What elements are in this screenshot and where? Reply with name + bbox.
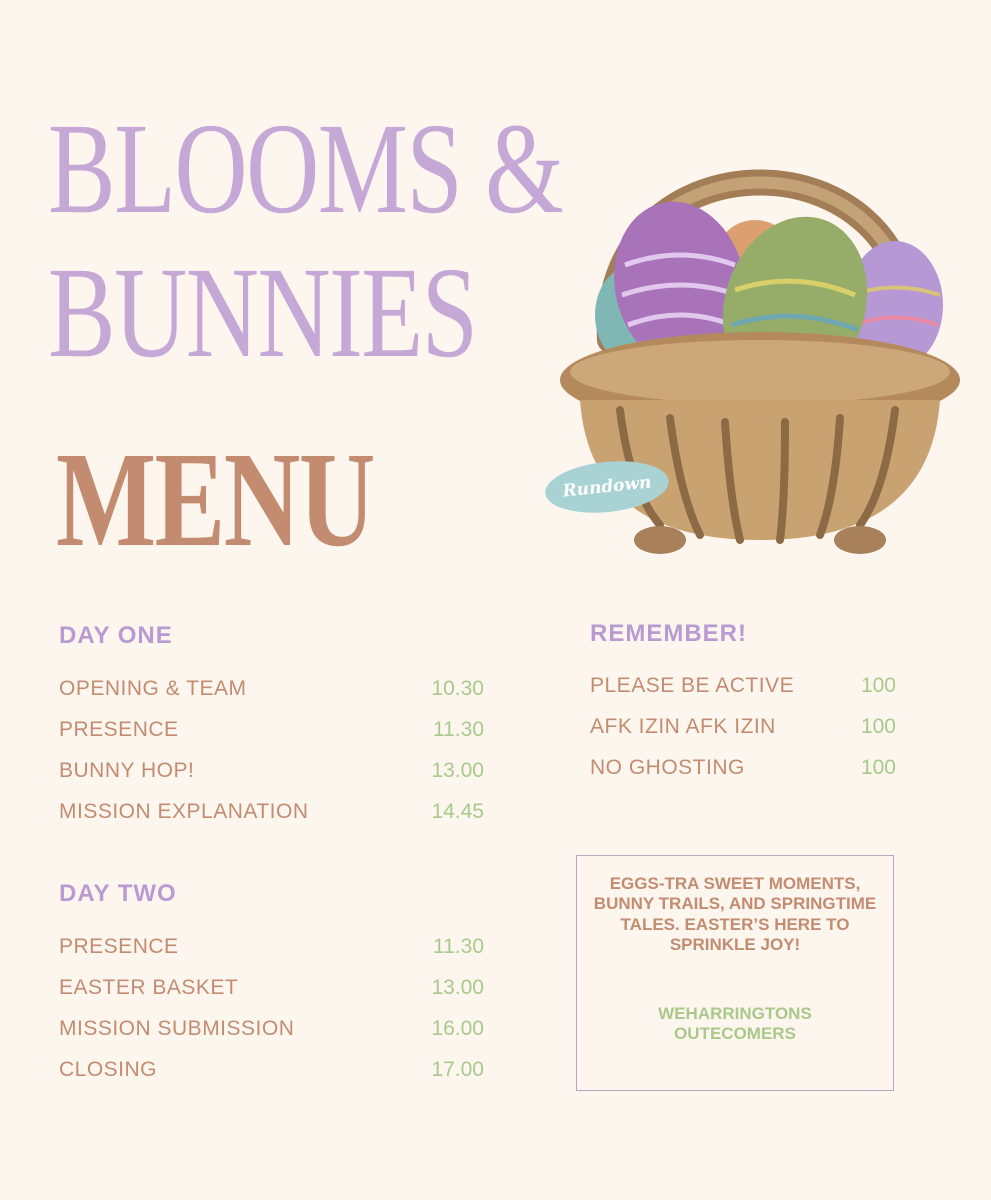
item-name: NO GHOSTING — [590, 755, 745, 779]
item-time: 10.30 — [431, 676, 484, 700]
item-name: AFK IZIN AFK IZIN — [590, 714, 776, 738]
list-item — [590, 665, 896, 706]
item-name: BUNNY HOP! — [59, 758, 195, 782]
item-name: PRESENCE — [59, 717, 179, 741]
title-line-1: BLOOMS & — [48, 97, 563, 241]
day-two-heading: DAY TWO — [59, 880, 177, 907]
item-name: PLEASE BE ACTIVE — [590, 673, 795, 697]
item-time: 11.30 — [433, 934, 484, 958]
list-item — [590, 706, 896, 747]
item-value: 100 — [860, 755, 896, 779]
menu-heading: MENU — [56, 425, 374, 575]
list-item — [59, 1008, 484, 1049]
item-name: CLOSING — [59, 1057, 158, 1081]
item-name: MISSION EXPLANATION — [59, 799, 309, 823]
list-item — [59, 791, 484, 832]
item-time: 16.00 — [431, 1016, 484, 1040]
remember-list — [590, 665, 896, 788]
signature-line-1: WEHARRINGTONS — [658, 1003, 812, 1023]
note-signature — [589, 1004, 881, 1045]
rundown-badge-label: Rundown — [561, 472, 653, 502]
day-one-heading: DAY ONE — [59, 622, 173, 649]
list-item — [59, 709, 484, 750]
list-item — [590, 747, 896, 788]
item-name: MISSION SUBMISSION — [59, 1016, 295, 1040]
note-box — [576, 855, 894, 1091]
list-item — [59, 926, 484, 967]
list-item — [59, 750, 484, 791]
item-name: OPENING & TEAM — [59, 676, 247, 700]
item-time: 17.00 — [431, 1057, 484, 1081]
title-line-2: BUNNIES — [48, 241, 477, 385]
list-item — [59, 1049, 484, 1090]
remember-heading: REMEMBER! — [590, 620, 747, 647]
signature-line-2: OUTECOMERS — [674, 1023, 796, 1043]
list-item — [59, 967, 484, 1008]
item-value: 100 — [860, 714, 896, 738]
list-item — [59, 668, 484, 709]
item-time: 13.00 — [431, 975, 484, 999]
item-time: 13.00 — [431, 758, 484, 782]
day-one-schedule — [59, 668, 484, 832]
item-name: EASTER BASKET — [59, 975, 239, 999]
item-value: 100 — [860, 673, 896, 697]
note-text: EGGS-TRA SWEET MOMENTS, BUNNY TRAILS, AND SPRINGTIME TALES. EASTER’S HERE TO SPRINKLE JOY! — [593, 874, 877, 955]
item-name: PRESENCE — [59, 934, 179, 958]
item-time: 14.45 — [431, 799, 484, 823]
item-time: 11.30 — [433, 717, 484, 741]
day-two-schedule — [59, 926, 484, 1090]
